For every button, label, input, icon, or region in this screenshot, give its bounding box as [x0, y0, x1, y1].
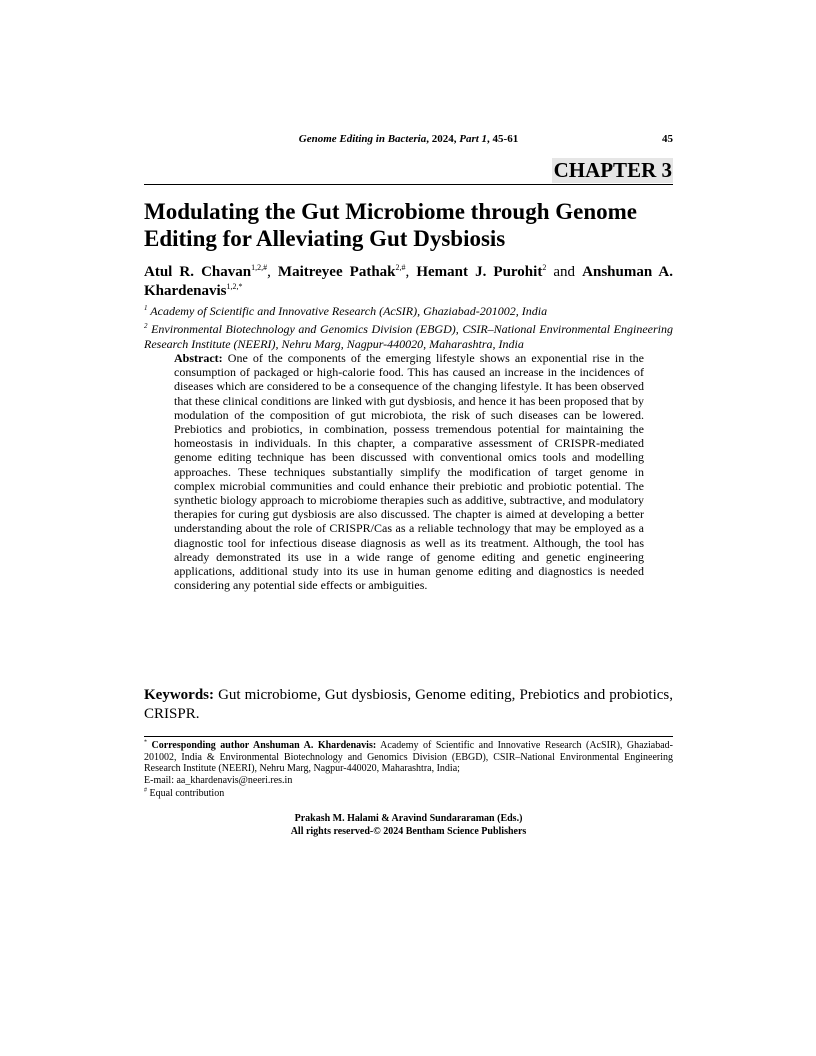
- page-range: , 45-61: [487, 133, 519, 145]
- author-name: Anshuman A. Khardenavis: [144, 264, 674, 299]
- keywords-text: Gut microbiome, Gut dysbiosis, Genome editing, Prebiotics and probiotics, CRISPR.: [144, 687, 673, 722]
- abstract: [174, 351, 644, 592]
- chapter-label: CHAPTER 3: [553, 158, 672, 182]
- footnote-label: Corresponding author Anshuman A. Khardenavis:: [151, 740, 377, 751]
- affiliation: [144, 304, 673, 319]
- publisher-block: [144, 812, 673, 838]
- abstract-label: Abstract:: [174, 351, 223, 365]
- book-year: 2024: [431, 133, 454, 145]
- rights-notice: All rights reserved-© 2024 Bentham Science Publishers: [290, 826, 527, 837]
- running-head: [144, 133, 673, 149]
- equal-text: Equal contribution: [149, 788, 225, 799]
- equal-marker: #: [144, 787, 147, 794]
- book-part: Part 1: [459, 133, 488, 145]
- keywords-label: Keywords:: [144, 687, 214, 703]
- keywords: [144, 686, 673, 724]
- affiliation-number: 2: [144, 322, 148, 330]
- book-title: Genome Editing in Bacteria: [298, 133, 427, 145]
- affiliation-text: Academy of Scientific and Innovative Research (AcSIR), Ghaziabad-201002, India: [150, 304, 548, 318]
- corresponding-author-footnote: [144, 740, 673, 786]
- footnote-marker: *: [144, 739, 147, 746]
- author-name: Hemant J. Purohit: [416, 264, 543, 280]
- author-affil-marker: 1,2,#: [251, 263, 268, 272]
- footnote-text: Academy of Scientific and Innovative Research (AcSIR), Ghaziabad-201002, India & Environmental Biotechnology and Genomics Division (EBGD), CSIR–National Environmental Engineering Research Institute (NEERI), Nehru Marg, Nagpur-440020, Maharashtra, India;: [144, 740, 674, 775]
- footnote-divider: [144, 736, 673, 737]
- affiliation: [144, 322, 673, 352]
- affiliation-text: Environmental Biotechnology and Genomics Division (EBGD), CSIR–National Environmental Engineering Research Institute (NEERI), Nehru Marg, Nagpur-440020, Maharashtra, India: [144, 322, 674, 351]
- affiliation-number: 1: [144, 304, 148, 312]
- author-affil-marker: 2,#: [395, 263, 406, 272]
- author-affil-marker: 2: [542, 263, 547, 272]
- author-affil-marker: 1,2,*: [226, 282, 243, 291]
- running-head-title: Genome Editing in Bacteria, 2024, Part 1, 45-61: [298, 133, 519, 145]
- author-name: Atul R. Chavan: [144, 264, 252, 280]
- article-title: Modulating the Gut Microbiome through Genome Editing for Alleviating Gut Dysbiosis: [144, 199, 638, 251]
- abstract-text: One of the components of the emerging lifestyle shows an exponential rise in the consumption of packaged or high-calorie food. This has caused an increase in the incidences of diseases which are considered to be a consequence of the changing lifestyle. It has been observed that these clinical conditions are linked with gut dysbiosis, and hence it has been proposed that by modulation of the composition of gut microbiota, the risk of such diseases can be lowered. Prebiotics and probiotics, in combination, possess tremendous potential for maintaining the homeostasis in individuals. In this chapter, a comparative assessment of CRISPR-mediated genome editing technique has been discussed with conventional omics tools and modelling approaches. These techniques substantially simplify the modification of target genome in complex microbial communities and could enhance their prebiotic and probiotic potential. The synthetic biology approach to microbiome therapies such as additive, subtractive, and modulatory therapies for curing gut dysbiosis are also discussed. The chapter is aimed at developing a better understanding about the role of CRISPR/Cas as a reliable technology that may be employed as a diagnostic tool for infectious disease diagnosis as well as its treatment. Although, the tool has already demonstrated its use in a wide range of genome editing and genetic engineering applications, additional study into its use in human genome editing and diagnostics is needed considering any potential side effects or ambiguities.: [174, 351, 645, 593]
- page-number: 45: [662, 133, 673, 145]
- chapter-header: [144, 158, 673, 185]
- author-name: Maitreyee Pathak: [277, 264, 396, 280]
- author-list: Atul R. Chavan$^{1,2,\#}$, Maitreyee Pathak$^{2,\#}$, Hemant J. Purohit$^2$ and Anshuman A. Khardenavis$^{1,2,*}$: [144, 263, 674, 299]
- editors: Prakash M. Halami & Aravind Sundararaman (Eds.): [294, 813, 523, 824]
- equal-contribution-footnote: [144, 788, 224, 800]
- footnote-email: E-mail: aa_khardenavis@neeri.res.in: [144, 774, 293, 786]
